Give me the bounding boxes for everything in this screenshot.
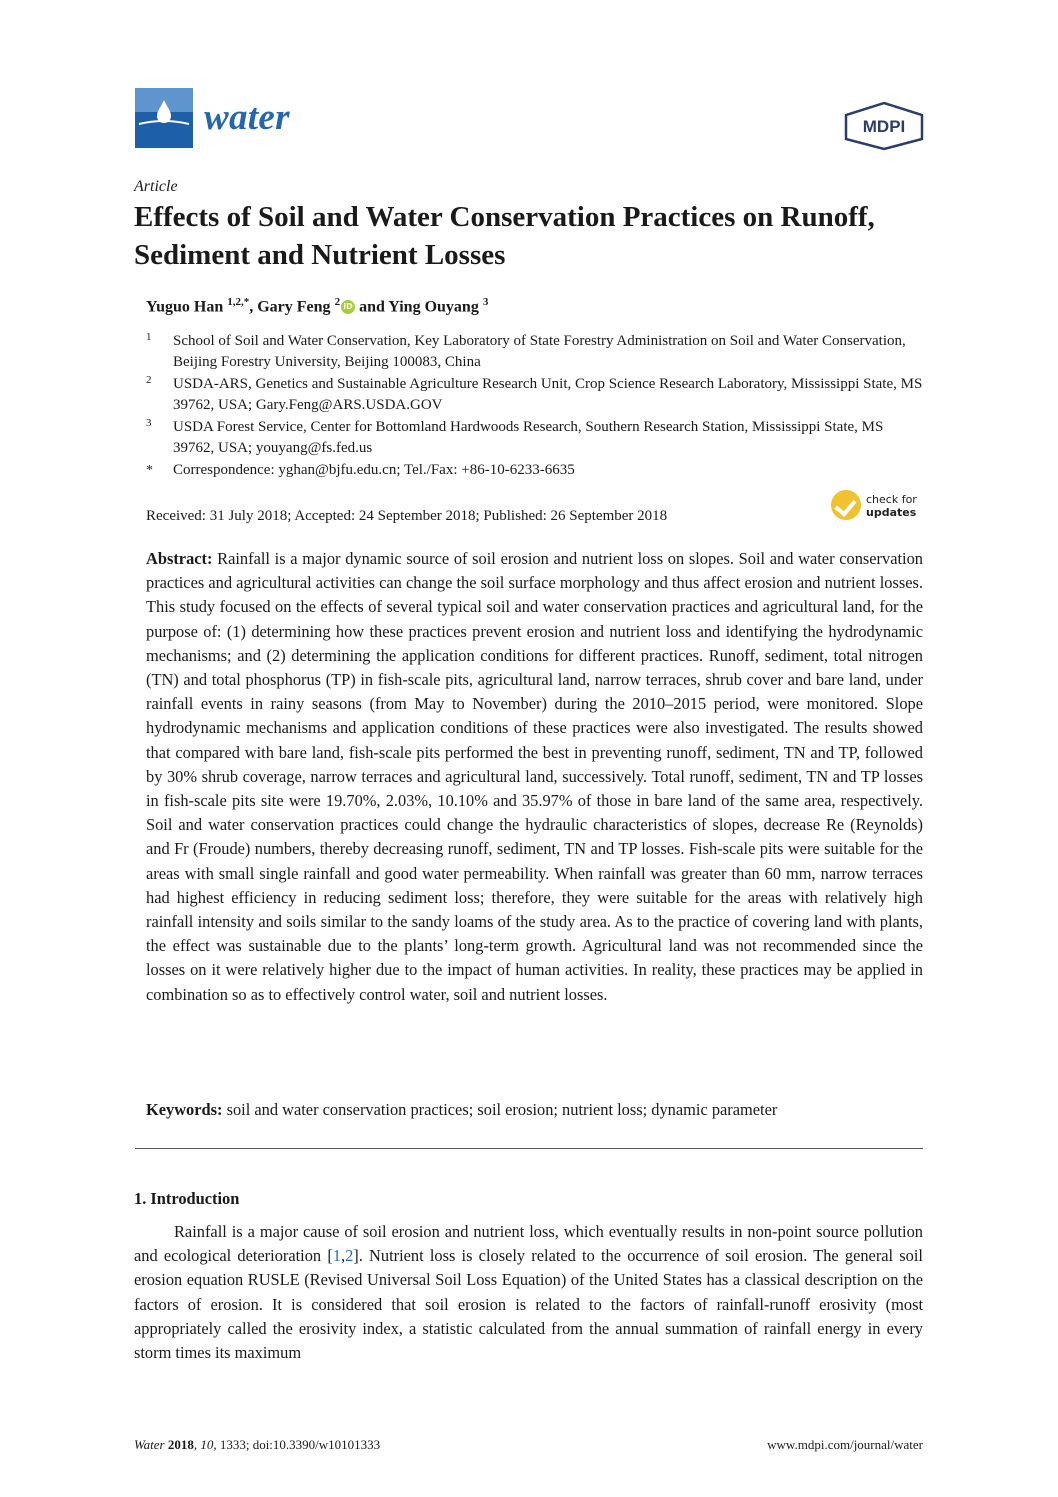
orcid-icon[interactable]: iD (341, 300, 355, 314)
article-type: Article (134, 178, 178, 195)
intro-text: ]. Nutrient loss is closely related to the occurrence of soil erosion. The general soil erosion equation RUSLE (Revised Universal Soil Loss Equation) of the United States has a classical description on the factors of erosion. It is considered that soil erosion is related to the factors of rainfall-runoff erosivity (most appropriately called the erosivity index, a statistic calculated from the annual summation of rainfall energy in every storm times its maximum (134, 1246, 923, 1363)
author-affiliation-mark: 1,2,* (227, 296, 250, 308)
footer-year: 2018 (167, 1437, 194, 1452)
author-name: Yuguo Han (146, 298, 224, 316)
affiliation-number: 3 (146, 417, 152, 429)
author-affiliation-mark: 3 (482, 296, 489, 308)
affiliation-number: 2 (146, 374, 152, 386)
intro-paragraph (134, 1220, 923, 1365)
section-heading: 1. Introduction (134, 1189, 240, 1208)
keywords (146, 1098, 923, 1122)
publication-dates: Received: 31 July 2018; Accepted: 24 September 2018; Published: 26 September 2018 (146, 508, 668, 524)
author-separator: , (249, 298, 258, 316)
check-for-updates-button[interactable] (831, 490, 921, 526)
check-updates-line2: updates (866, 506, 917, 519)
journal-logo (135, 88, 193, 148)
author-list (146, 296, 488, 316)
intro-text: Rainfall is a major cause of soil erosion and nutrient loss, which eventually results in non-point source pollution and ecological deterioration [ (134, 1222, 923, 1266)
footer-doi: , 1333; doi:10.3390/w10101333 (213, 1437, 381, 1452)
affiliation-text: School of Soil and Water Conservation, Key Laboratory of State Forestry Administration on Soil and Water Conservation, Beijing Forestry University, Beijing 100083, China (173, 333, 906, 370)
affiliation (146, 331, 926, 373)
affiliation-number: 1 (146, 331, 152, 343)
keywords-text: soil and water conservation practices; soil erosion; nutrient loss; dynamic parameter (226, 1100, 778, 1119)
affiliation (146, 374, 926, 416)
correspondence (146, 460, 926, 481)
affiliation-number: * (146, 463, 153, 478)
check-updates-line1: check for (866, 493, 917, 506)
affiliation-text: Correspondence: yghan@bjfu.edu.cn; Tel./Fax: +86-10-6233-6635 (173, 462, 575, 478)
footer-journal: Water (134, 1437, 165, 1452)
divider (135, 1148, 923, 1149)
water-drop-icon (135, 88, 193, 148)
affiliation-text: USDA Forest Service, Center for Bottomland Hardwoods Research, Southern Research Station, Mississippi State, MS 39762, USA; youyang@fs.fed.us (173, 419, 884, 456)
footer-url[interactable]: www.mdpi.com/journal/water (767, 1437, 923, 1452)
footer-citation: Water 2018, 10, 1333; doi:10.3390/w10101333 (134, 1437, 381, 1452)
paper-title: Effects of Soil and Water Conservation Practices on Runoff, Sediment and Nutrient Losses (134, 201, 875, 271)
author-separator: and (355, 298, 389, 316)
abstract (146, 547, 923, 1007)
checkmark-icon (831, 490, 861, 520)
citation-link[interactable]: 2 (345, 1246, 354, 1266)
abstract-label: Abstract: (146, 549, 213, 568)
footer-volume: 10 (200, 1437, 214, 1452)
keywords-label: Keywords: (146, 1100, 223, 1119)
affiliation-text: USDA-ARS, Genetics and Sustainable Agriculture Research Unit, Crop Science Research Laboratory, Mississippi State, MS 39762, USA; Gary.Feng@ARS.USDA.GOV (173, 376, 923, 413)
citation-link[interactable]: 1 (332, 1246, 341, 1266)
abstract-text: Rainfall is a major dynamic source of soil erosion and nutrient loss on slopes. Soil and water conservation practices and agricultural activities can change the soil surface morphology and thus affect erosion and nutrient losses. This study focused on the effects of several typical soil and water conservation practices and agricultural land, for the purpose of: (1) determining how these practices prevent erosion and nutrient loss and identifying the hydrodynamic mechanisms; and (2) determining the application conditions for different practices. Runoff, sediment, total nitrogen (TN) and total phosphorus (TP) in fish-scale pits, agricultural land, narrow terraces, shrub cover and bare land, under rainfall events in rainy seasons (from May to November) during the 2010–2015 period, were monitored. Slope hydrodynamic mechanisms and application conditions of these practices were also investigated. The results showed that compared with bare land, fish-scale pits performed the best in preventing runoff, sediment, TN and TP, followed by 30% shrub coverage, narrow terraces and agricultural land, successively. Total runoff, sediment, TN and TP losses in fish-scale pits site were 19.70%, 2.03%, 10.10% and 35.97% of those in bare land of the same area, respectively. Soil and water conservation practices could change the hydraulic characteristics of slopes, decrease Re (Reynolds) and Fr (Froude) numbers, thereby decreasing runoff, sediment, TN and TP losses. Fish-scale pits were suitable for the areas with small single rainfall and good water permeability. When rainfall was greater than 60 mm, narrow terraces had highest efficiency in reducing sediment loss; therefore, they were suitable for the areas with relatively high rainfall intensity and soils similar to the sandy loams of the study area. As to the practice of covering land with plants, the effect was sustainable due to the plants’ long-term growth. Agricultural land was not recommended since the losses on it were relatively higher due to the impact of human activities. In reality, these practices may be applied in combination so as to effectively control water, soil and nutrient losses. (146, 549, 923, 1004)
mdpi-logo (843, 101, 925, 151)
affiliation (146, 417, 926, 459)
author-name: Ying Ouyang (388, 298, 479, 316)
author-affiliation-mark: 2 (334, 296, 341, 308)
journal-name: water (204, 97, 290, 138)
author-name: Gary Feng (257, 298, 331, 316)
publisher-name: MDPI (862, 117, 906, 136)
citation-separator: , (340, 1246, 346, 1266)
